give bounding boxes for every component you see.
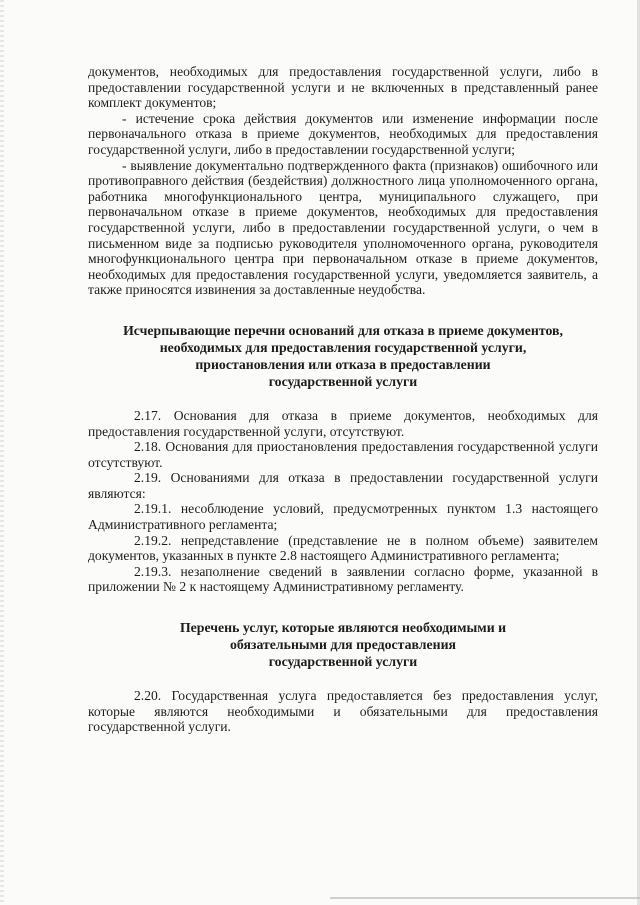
heading-line: необходимых для предоставления государственной услуги, (159, 339, 527, 355)
heading-line: обязательными для предоставления (230, 637, 456, 653)
scan-bottom-edge (330, 897, 640, 899)
paragraph-2-19-2: 2.19.2. непредставление (представление не в полном объеме) заявителем документов, указанных в пункте 2.8 настоящего Административного регламента; (88, 532, 598, 564)
section-heading-refusal-grounds (88, 322, 598, 390)
heading-line: Исчерпывающие перечни оснований для отказа в приеме документов, (123, 322, 563, 338)
paragraph-bullet-error: - выявление документально подтвержденного факта (признаков) ошибочного или противоправного действия (бездействия) должностного лица уполномоченного органа, работника многофункционального центра, муниципального служащего, при первоначальном отказе в приеме документов, необходимых для предоставления государственной услуги, либо в предоставлении государственной услуги, о чем в письменном виде за подписью руководителя уполномоченного органа, руководителя многофункционального центра при первоначальном отказе в приеме документов, необходимых для предоставления государственной услуги, уведомляется заявитель, а также приносятся извинения за доставленные неудобства. (88, 157, 598, 298)
spacer (88, 390, 598, 408)
paragraph-2-19: 2.19. Основаниями для отказа в предоставлении государственной услуги являются: (88, 470, 598, 501)
paragraph-2-20: 2.20. Государственная услуга предоставляется без предоставления услуг, которые являются необходимыми и обязательными для предоставления государственной услуги. (88, 688, 598, 735)
paragraph-2-19-1: 2.19.1. несоблюдение условий, предусмотренных пунктом 1.3 настоящего Административного регламента; (88, 501, 598, 533)
heading-line: государственной услуги (268, 654, 418, 670)
heading-line: приостановления или отказа в предоставлении (195, 356, 491, 372)
spacer (88, 298, 598, 322)
document-page (88, 64, 598, 735)
paragraph-2-19-3: 2.19.3. незаполнение сведений в заявлении согласно форме, указанной в приложении № 2 к настоящему Административному регламенту. (88, 563, 598, 595)
spacer (88, 595, 598, 619)
paragraph-continuation: документов, необходимых для предоставления государственной услуги, либо в предоставлении государственной услуги и не включенных в представленный ранее комплект документов; (88, 64, 598, 111)
heading-line: Перечень услуг, которые являются необходимыми и (179, 620, 507, 636)
section-heading-required-services (88, 619, 598, 670)
heading-line: государственной услуги (268, 373, 418, 389)
paragraph-2-18: 2.18. Основания для приостановления предоставления государственной услуги отсутствуют. (88, 439, 598, 470)
paragraph-bullet-expiry: - истечение срока действия документов или изменение информации после первоначального отказа в приеме документов, необходимых для предоставления государственной услуги, либо в предоставлении государственной услуги; (88, 110, 598, 157)
paragraph-2-17: 2.17. Основания для отказа в приеме документов, необходимых для предоставления государственной услуги, отсутствуют. (88, 407, 598, 439)
spacer (88, 670, 598, 688)
scan-left-binding-marks (0, 0, 4, 905)
